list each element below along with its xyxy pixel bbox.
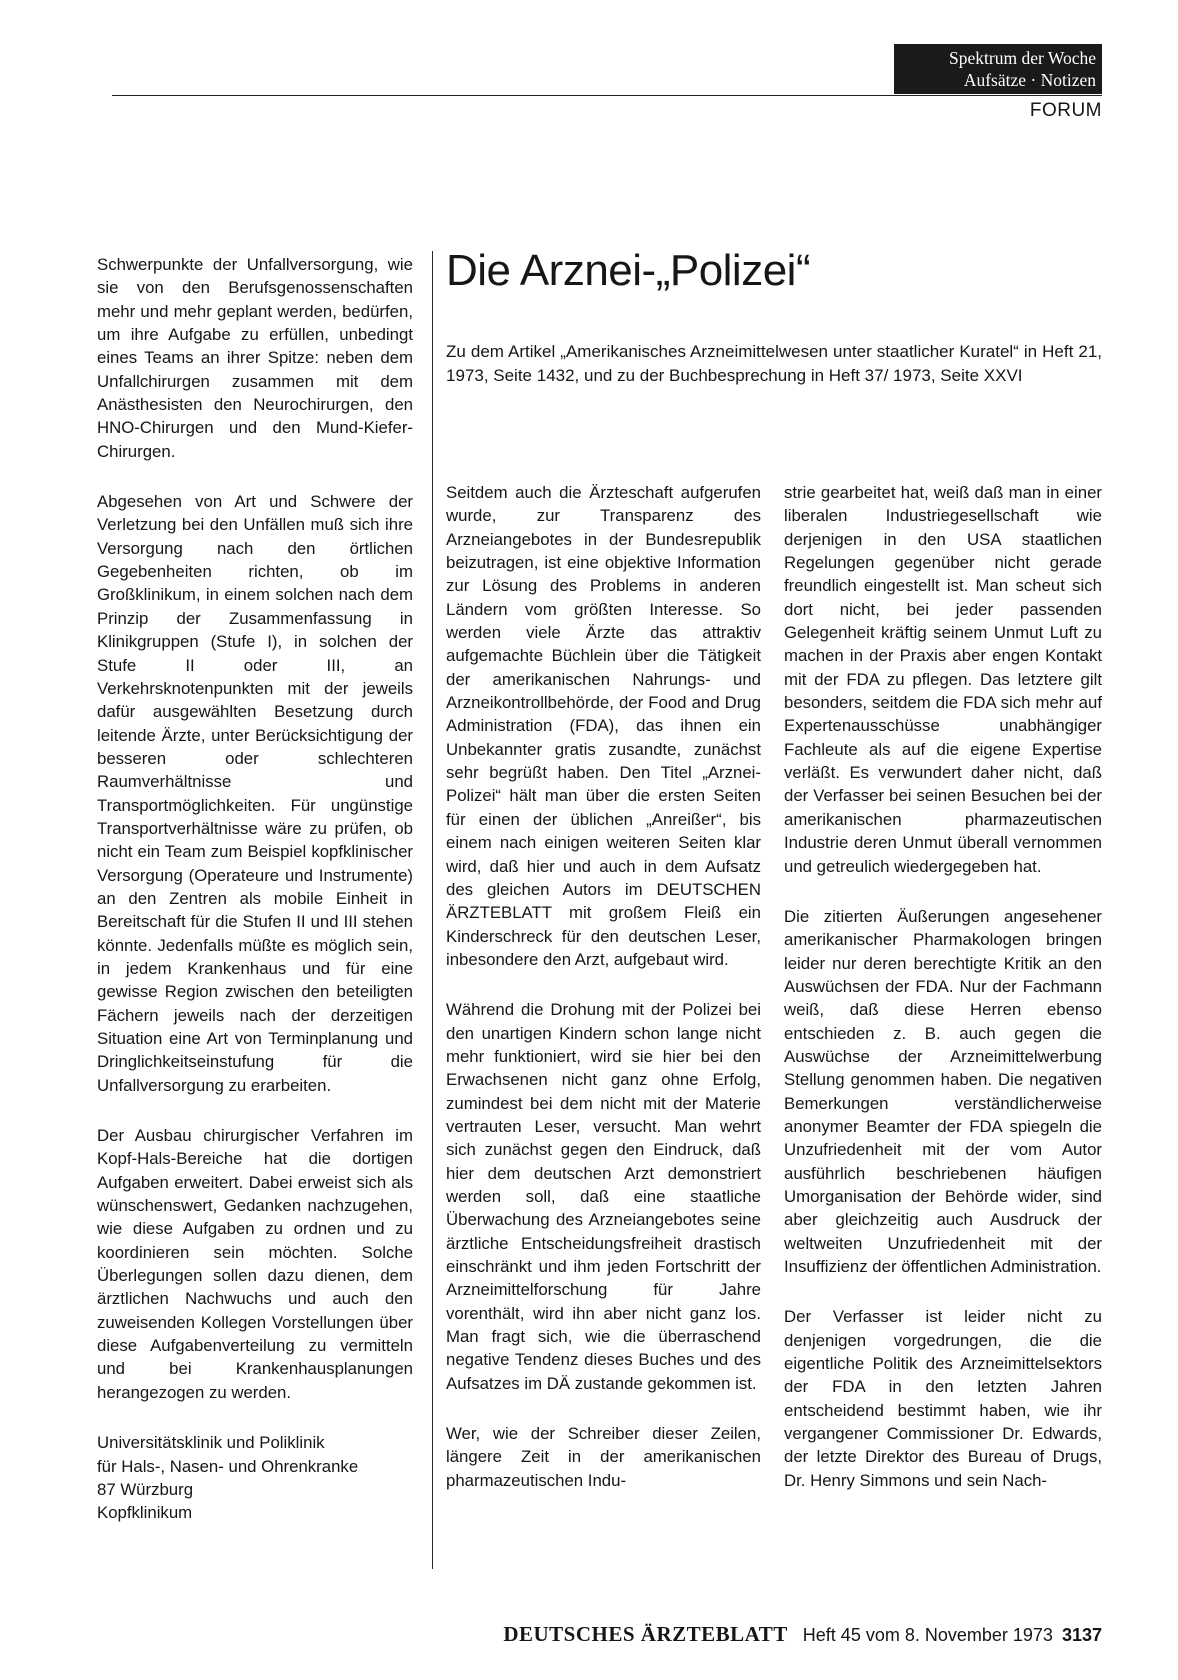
page-footer — [503, 1622, 1102, 1647]
column-divider — [432, 251, 433, 1569]
paragraph: Während die Drohung mit der Polizei bei den unartigen Kindern schon lange nicht mehr funktioniert, wird sie hier bei den Erwachsenen nicht ganz ohne Erfolg, zumindest bei dem nicht mit der Materie vertrauten Leser, versucht. Man wehrt sich zunächst gegen den Eindruck, daß hier dem deutschen Arzt demonstriert werden soll, daß eine staatliche Überwachung des Arzneiangebotes seine ärztliche Entscheidungsfreiheit drastisch einschränkt und ihm jeden Fortschritt der Arzneimittelforschung für Jahre vorenthält, wird ihn aber nicht ganz los. Man fragt sich, wie die überraschend negative Tendenz dieses Buches und des Aufsatzes im DÄ zustande gekommen ist. — [446, 1000, 761, 1393]
left-column — [97, 253, 413, 1525]
author-address — [97, 1431, 413, 1524]
badge-line-1: Spektrum der Woche — [949, 48, 1096, 68]
address-line: Kopfklinikum — [97, 1503, 193, 1523]
page-number: 3137 — [1061, 1625, 1102, 1645]
article-lead: Zu dem Artikel „Amerikanisches Arzneimittelwesen unter staatlicher Kuratel“ in Heft 21, 1973, Seite 1432, und zu der Buchbesprechung in Heft 37/ 1973, Seite XXVI — [446, 342, 1102, 385]
badge-line-2: Aufsätze · Notizen — [963, 70, 1096, 90]
paragraph: Abgesehen von Art und Schwere der Verletzung bei den Unfällen muß sich ihre Versorgung nach den örtlichen Gegebenheiten richten, ob im Großklinikum, in einem solchen nach dem Prinzip der Zusammenfassung in Klinikgruppen (Stufe I), in solchen der Stufe II oder III, an Verkehrsknotenpunkten mit der jeweils dafür ausgewählten Besetzung durch leitende Ärzte, unter Berücksichtigung der besseren oder schlechteren Raumverhältnisse und Transportmöglichkeiten. Für ungünstige Transportverhältnisse wäre zu prüfen, ob nicht ein Team zum Beispiel kopfklinischer Versorgung (Operateure und Instrumente) an den Zentren als mobile Einheit in Bereitschaft für die Stufen II und III stehen könnte. Jedenfalls müßte es möglich sein, in jedem Krankenhaus und für eine gewisse Region zwischen den beteiligten Fächern jeweils nach der derzeitigen Situation eine Art von Terminplanung und Dringlichkeitseinstufung für die Unfallversorgung zu erarbeiten. — [97, 492, 413, 1095]
paragraph: Seitdem auch die Ärzteschaft aufgerufen wurde, zur Transparenz des Arzneiangebotes in der Bundesrepublik beizutragen, ist eine objektive Information zur Lösung des Problems in anderen Ländern vom größten Interesse. So werden viele Ärzte das attraktiv aufgemachte Büchlein über die Tätigkeit der amerikanischen Nahrungs- und Arzneikontrollbehörde, der Food and Drug Administration (FDA), das ihnen ein Unbekannter gratis zusandte, zunächst sehr begrüßt haben. Den Titel „Arznei-Polizei“ hält man über die ersten Seiten für einen der üblichen „Anreißer“, bis einem nach einigen weiteren Seiten klar wird, daß hier und auch in dem Aufsatz des gleichen Autors im DEUTSCHEN ÄRZTEBLATT mit großem Fleiß ein Kinderschreck für den deutschen Leser, inbesondere den Arzt, aufgebaut wird. — [446, 483, 761, 969]
address-line: Universitätsklinik und Poliklinik — [97, 1433, 325, 1453]
article-title: Die Arznei-„Polizei“ — [446, 246, 811, 295]
paragraph: Wer, wie der Schreiber dieser Zeilen, längere Zeit in der amerikanischen pharmazeutischen Indu- — [446, 1424, 761, 1490]
issue-info: Heft 45 vom 8. November 1973 — [802, 1625, 1053, 1645]
address-line: für Hals-, Nasen- und Ohrenkranke — [97, 1456, 359, 1476]
section-badge — [894, 44, 1102, 94]
paragraph: Der Verfasser ist leider nicht zu denjenigen vorgedrungen, die die eigentliche Politik des Arzneimittelsektors der FDA in den letzten Jahren entscheidend bestimmt haben, wie ihr vergangener Commissioner Dr. Edwards, der letzte Direktor des Bureau of Drugs, Dr. Henry Simmons und sein Nach- — [784, 1307, 1102, 1490]
paragraph: Der Ausbau chirurgischer Verfahren im Kopf-Hals-Bereiche hat die dortigen Aufgaben erweitert. Dabei erweist sich als wünschenswert, Gedanken nachzugehen, wie diese Aufgaben zu ordnen und zu koordinieren sein möchten. Solche Überlegungen sollen dazu dienen, dem ärztlichen Nachwuchs und auch den zuweisenden Kollegen Vorstellungen über diese Aufgabenverteilung zu vermitteln und bei Krankenhausplanungen herangezogen zu werden. — [97, 1126, 413, 1402]
right-column — [784, 481, 1102, 1519]
paragraph: Schwerpunkte der Unfallversorgung, wie sie von den Berufsgenossenschaften mehr und mehr geplant werden, bedürfen, um ihre Aufgabe zu erfüllen, unbedingt eines Teams an ihrer Spitze: neben dem Unfallchirurgen zusammen mit dem Anästhesisten den Neurochirurgen, den HNO-Chirurgen und den Mund-Kiefer-Chirurgen. — [97, 255, 413, 461]
paragraph: strie gearbeitet hat, weiß daß man in einer liberalen Industriegesellschaft wie derjenigen in den USA staatlichen Regelungen gegenüber nicht gerade freundlich eingestellt ist. Man scheut sich dort nicht, bei jeder passenden Gelegenheit kräftig seinem Unmut Luft zu machen in der Praxis aber engen Kontakt mit der FDA zu pflegen. Das letztere gilt besonders, seitdem die FDA sich mehr auf Expertenausschüsse unabhängiger Fachleute als auf die eigene Expertise verläßt. Es verwundert daher nicht, daß der Verfasser bei seinen Besuchen bei der amerikanischen pharmazeutischen Industrie deren Unmut überall vernommen und getreulich wiedergegeben hat. — [784, 483, 1102, 876]
section-label: FORUM — [1029, 100, 1102, 121]
middle-column — [446, 481, 761, 1519]
header-rule — [112, 95, 1102, 96]
paragraph: Die zitierten Äußerungen angesehener amerikanischer Pharmakologen bringen leider nur deren berechtigte Kritik an den Auswüchsen der FDA. Nur der Fachmann weiß, daß diese Herren ebenso entschieden z. B. auch gegen die Auswüchse der Arzneimittelwerbung Stellung genommen haben. Die negativen Bemerkungen verständlicherweise anonymer Beamter der FDA spiegeln die Unzufriedenheit mit der vom Autor ausführlich beschriebenen häufigen Umorganisation der Behörde wider, sind aber gleichzeitig auch Ausdruck der weltweiten Unzufriedenheit mit der Insuffizienz der öffentlichen Administration. — [784, 906, 1102, 1276]
address-line: 87 Würzburg — [97, 1479, 194, 1499]
journal-name: DEUTSCHES ÄRZTEBLATT — [503, 1622, 788, 1646]
